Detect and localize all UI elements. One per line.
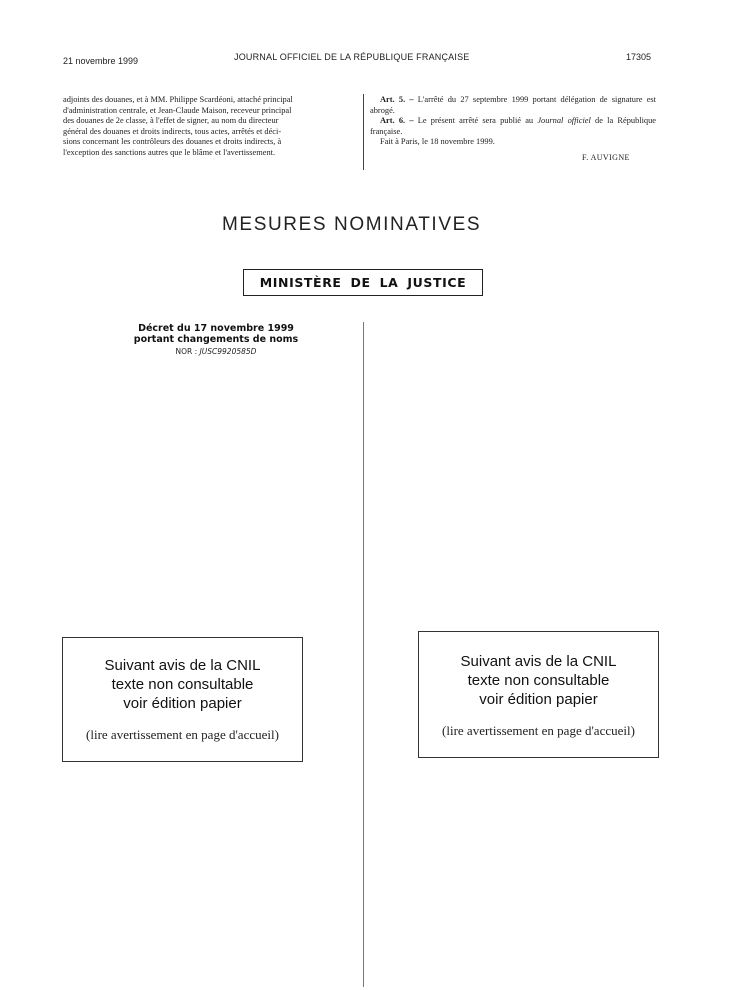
- left-line-3: des douanes de 2e classe, à l'effet de signer, au nom du directeur: [63, 116, 279, 126]
- nor-reference: [116, 347, 316, 356]
- nor-code: JUSC9920585D: [199, 347, 257, 356]
- decree-heading: [116, 323, 316, 356]
- article-6-text-a: Le présent arrêté sera publié au: [413, 116, 538, 126]
- nor-label: NOR :: [175, 347, 200, 356]
- left-line-4: général des douanes et droits indirects, tous actes, arrêtés et déci-: [63, 126, 282, 136]
- cnil-left-line-1: Suivant avis de la CNIL: [104, 657, 261, 674]
- column-rule-top: [363, 94, 364, 170]
- cnil-right-note: (lire avertissement en page d'accueil): [442, 723, 635, 738]
- decree-title-line-1: Décret du 17 novembre 1999: [138, 323, 294, 334]
- article-5-text: L'arrêté du 27 septembre 1999 portant délégation de signature est abrogé.: [370, 95, 656, 115]
- done-at: Fait à Paris, le 18 novembre 1999.: [380, 137, 495, 147]
- section-title: MESURES NOMINATIVES: [222, 214, 482, 235]
- article-5-label: Art. 5. –: [380, 95, 414, 104]
- signature: F. AUVIGNE: [582, 153, 630, 162]
- article-6: [370, 116, 656, 137]
- cnil-right-line-2: texte non consultable: [467, 672, 610, 689]
- header-date: 21 novembre 1999: [63, 56, 139, 66]
- ministry-heading: MINISTÈRE DE LA JUSTICE: [243, 269, 483, 296]
- cnil-left-note: (lire avertissement en page d'accueil): [86, 727, 279, 742]
- article-6-text-b: de la République française.: [370, 116, 657, 136]
- left-line-5: sions concernant les contrôleurs des douanes et droits indirects, à: [63, 137, 282, 147]
- cnil-notice-left: [62, 637, 303, 762]
- cnil-left-line-2: texte non consultable: [111, 676, 254, 693]
- column-rule-main: [363, 322, 364, 987]
- cnil-right-line-1: Suivant avis de la CNIL: [460, 653, 617, 670]
- article-6-label: Art. 6. –: [380, 116, 414, 126]
- left-column-text: [63, 95, 353, 159]
- right-column-text: [370, 95, 656, 148]
- header-journal-title: JOURNAL OFFICIEL DE LA RÉPUBLIQUE FRANÇAISE: [234, 52, 470, 62]
- decree-title-line-2: portant changements de noms: [133, 334, 299, 345]
- cnil-notice-right: [418, 631, 659, 758]
- article-5: [370, 95, 656, 116]
- left-line-1: adjoints des douanes, et à MM. Philippe Scardéoni, attaché principal: [63, 95, 293, 104]
- left-line-2: d'administration centrale, et Jean-Claude Maison, receveur principal: [63, 105, 292, 115]
- header-page-number: 17305: [626, 52, 652, 62]
- left-line-6: l'exception des sanctions autres que le blâme et l'avertissement.: [63, 147, 276, 157]
- article-6-journal: Journal officiel: [537, 116, 591, 126]
- cnil-left-line-3: voir édition papier: [123, 695, 242, 712]
- cnil-right-line-3: voir édition papier: [479, 691, 598, 708]
